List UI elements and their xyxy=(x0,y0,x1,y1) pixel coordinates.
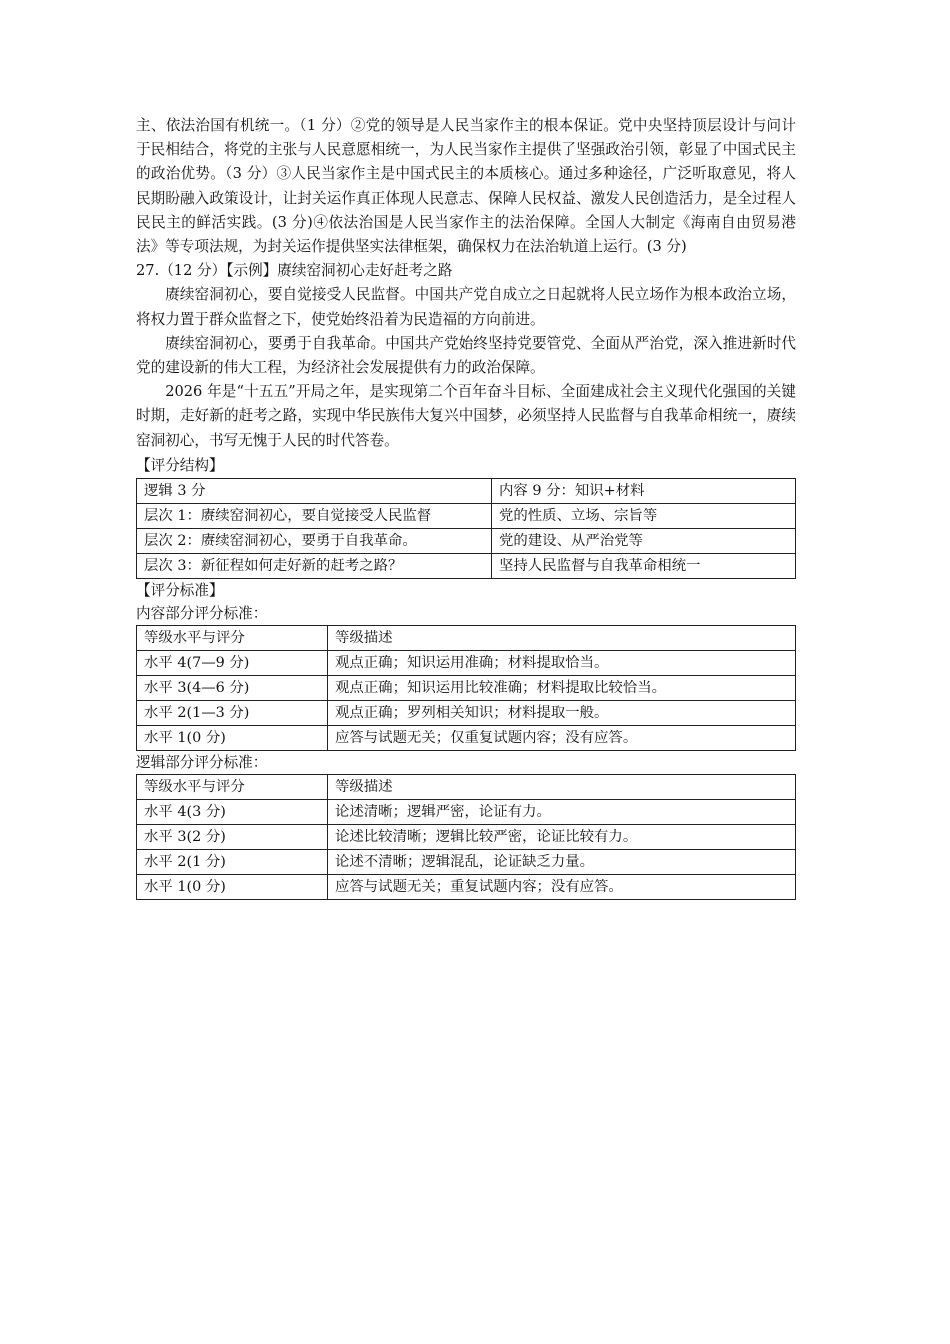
table-cell: 党的性质、立场、宗旨等 xyxy=(492,504,796,529)
structure-heading: 【评分结构】 xyxy=(136,456,224,474)
table-cell: 等级水平与评分 xyxy=(137,775,328,800)
answer-paragraph-1: 赓续窑洞初心，要自觉接受人民监督。中国共产党自成立之日起就将人民立场作为根本政治立场，将权力置于群众监督之下，使党始终沿着为民造福的方向前进。 xyxy=(136,286,796,328)
table-row xyxy=(137,825,796,850)
answer-paragraph-3: 2026 年是“十五五”开局之年，是实现第二个百年奋斗目标、全面建成社会主义现代化强国的关键时期，走好新的赶考之路，实现中华民族伟大复兴中国梦，必须坚持人民监督与自我革命相统一，赓续窑洞初心，书写无愧于人民的时代答卷。 xyxy=(136,383,796,449)
table-row xyxy=(137,504,796,529)
table-row xyxy=(137,726,796,751)
table-cell: 层次 1：赓续窑洞初心，要自觉接受人民监督 xyxy=(137,504,492,529)
answer-paragraph-2: 赓续窑洞初心，要勇于自我革命。中国共产党始终坚持党要管党、全面从严治党，深入推进新时代党的建设新的伟大工程，为经济社会发展提供有力的政治保障。 xyxy=(136,334,796,377)
table-cell: 应答与试题无关；重复试题内容；没有应答。 xyxy=(328,875,796,900)
logic-standards-table xyxy=(136,774,796,900)
table-cell: 水平 4(3 分) xyxy=(137,800,328,825)
table-row xyxy=(137,554,796,579)
table-cell: 观点正确；罗列相关知识；材料提取一般。 xyxy=(328,701,796,726)
table-cell: 论述清晰；逻辑严密，论证有力。 xyxy=(328,800,796,825)
table-cell: 层次 3：新征程如何走好新的赶考之路？ xyxy=(137,554,492,579)
table-cell: 水平 3(2 分) xyxy=(137,825,328,850)
table-cell: 观点正确；知识运用准确；材料提取恰当。 xyxy=(328,651,796,676)
logic-standards-label: 逻辑部分评分标准： xyxy=(136,754,268,772)
table-cell: 党的建设、从严治党等 xyxy=(492,529,796,554)
structure-table xyxy=(136,478,796,579)
table-cell: 论述不清晰；逻辑混乱，论证缺乏力量。 xyxy=(328,850,796,875)
table-row xyxy=(137,529,796,554)
table-row xyxy=(137,701,796,726)
table-cell: 内容 9 分：知识+材料 xyxy=(492,479,796,504)
table-row xyxy=(137,651,796,676)
table-cell: 坚持人民监督与自我革命相统一 xyxy=(492,554,796,579)
table-cell: 应答与试题无关；仅重复试题内容；没有应答。 xyxy=(328,726,796,751)
content-standards-table xyxy=(136,625,796,751)
table-row xyxy=(137,676,796,701)
table-cell: 逻辑 3 分 xyxy=(137,479,492,504)
table-cell: 水平 2(1—3 分) xyxy=(137,701,328,726)
table-cell: 等级描述 xyxy=(328,626,796,651)
table-cell: 等级水平与评分 xyxy=(137,626,328,651)
content-standards-label: 内容部分评分标准： xyxy=(136,605,268,623)
question-heading: 27.（12 分）【示例】赓续窑洞初心走好赶考之路 xyxy=(136,262,453,280)
table-cell: 等级描述 xyxy=(328,775,796,800)
intro-paragraph: 主、依法治国有机统一。（1 分）②党的领导是人民当家作主的根本保证。党中央坚持顶层设计与问计于民相结合，将党的主张与人民意愿相统一，为人民当家作主提供了坚强政治引领，彰显了中国式民主的政治优势。（3 分）③人民当家作主是中国式民主的本质核心。通过多种途径，广泛听取意见，将人民期盼融入政策设计，让封关运作真正体现人民意志、保障人民权益、激发人民创造活力，是全过程人民民主的鲜活实践。(3 分)④依法治国是人民当家作主的法治保障。全国人大制定《海南自由贸易港法》等专项法规，为封关运作提供坚实法律框架，确保权力在法治轨道上运行。(3 分) xyxy=(136,117,796,256)
table-cell: 水平 2(1 分) xyxy=(137,850,328,875)
table-cell: 水平 1(0 分) xyxy=(137,875,328,900)
table-cell: 论述比较清晰；逻辑比较严密，论证比较有力。 xyxy=(328,825,796,850)
table-cell: 层次 2：赓续窑洞初心，要勇于自我革命。 xyxy=(137,529,492,554)
table-row xyxy=(137,875,796,900)
table-row xyxy=(137,800,796,825)
standards-heading: 【评分标准】 xyxy=(136,582,224,600)
document-page xyxy=(136,114,796,900)
table-cell: 观点正确；知识运用比较准确；材料提取比较恰当。 xyxy=(328,676,796,701)
table-cell: 水平 1(0 分) xyxy=(137,726,328,751)
table-row xyxy=(137,850,796,875)
table-cell: 水平 4(7—9 分) xyxy=(137,651,328,676)
table-cell: 水平 3(4—6 分) xyxy=(137,676,328,701)
table-row xyxy=(137,626,796,651)
table-row xyxy=(137,775,796,800)
table-row xyxy=(137,479,796,504)
